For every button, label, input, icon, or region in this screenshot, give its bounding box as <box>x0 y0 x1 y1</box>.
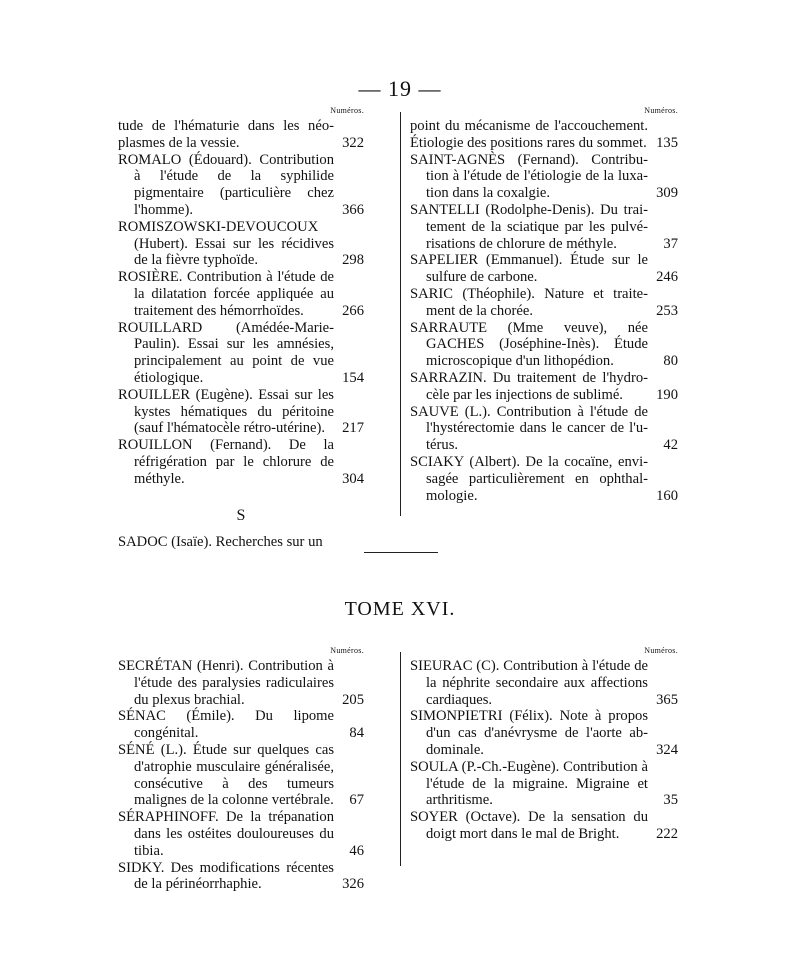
index-entry <box>410 202 678 252</box>
entry-number: 324 <box>656 741 678 758</box>
index-entry <box>118 320 364 387</box>
entry-number: 84 <box>349 725 364 742</box>
entry-text: SARRAUTE (Mme veuve), née GACHES (Joséphine-Inès). Étude microscopique d'un lithopédion. <box>410 319 648 370</box>
column-divider <box>400 652 401 866</box>
numeros-header: Numéros. <box>330 646 364 655</box>
index-entry <box>410 118 678 152</box>
entry-text: SARRAZIN. Du traitement de l'hydrocèle par les injections de sublimé. <box>410 369 648 403</box>
entry-number: 154 <box>342 369 364 386</box>
entry-text: SÉNÉ (L.). Étude sur quelques cas d'atrophie musculaire généralisée, consécutive à des tumeurs malignes de la colonne vertébrale. <box>118 741 334 809</box>
entry-number: 322 <box>342 134 364 151</box>
entry-number: 366 <box>342 201 364 218</box>
section-letter: S <box>236 506 246 524</box>
entry-number: 80 <box>663 353 678 370</box>
entry-text: SADOC (Isaïe). Recherches sur un <box>118 534 323 551</box>
entry-number: 42 <box>663 437 678 454</box>
index-entry <box>118 152 364 219</box>
entry-number: 67 <box>349 792 364 809</box>
entry-text: ROUILLARD (Amédée-Marie-Paulin). Essai sur les amnésies, principalement au point de vue étiologique. <box>118 319 334 386</box>
tome-title: TOME XVI. <box>344 598 456 620</box>
entry-text: SOULA (P.-Ch.-Eugène). Contribution à l'étude de la migraine. Migraine et arthritisme. <box>410 758 648 809</box>
index-entry <box>410 708 678 758</box>
entry-text: ROUILLON (Fernand). De la réfrigération par le chlorure de méthyle. <box>118 437 334 487</box>
entry-text: SIDKY. Des modifications récentes de la périnéorrhaphie. <box>118 859 334 893</box>
entry-text: SÉRAPHINOFF. De la trépanation dans les ostéites douloureuses du tibia. <box>118 809 334 859</box>
index-entry <box>118 534 364 551</box>
entry-number: 309 <box>656 185 678 202</box>
index-entry <box>118 219 364 269</box>
index-entry <box>410 658 678 708</box>
entry-number: 365 <box>656 691 678 708</box>
index-entry <box>410 370 678 404</box>
entry-number: 217 <box>342 420 364 437</box>
index-entry <box>118 437 364 487</box>
entry-number: 298 <box>342 252 364 269</box>
numeros-header: Numéros. <box>644 646 678 655</box>
entry-text: ROMALO (Édouard). Contribution à l'étude de la syphilide pigmentaire (particulière chez l'homme). <box>118 151 334 218</box>
entry-number: 253 <box>656 302 678 319</box>
entry-text: SCIAKY (Albert). De la cocaïne, envisagée particulièrement en ophthalmologie. <box>410 453 648 504</box>
entry-number: 46 <box>349 842 364 859</box>
index-entry <box>118 809 364 859</box>
index-entry <box>118 658 364 708</box>
index-entry <box>410 454 678 504</box>
entry-number: 266 <box>342 302 364 319</box>
entry-number: 246 <box>656 269 678 286</box>
index-entry <box>118 860 364 894</box>
index-entry <box>410 759 678 809</box>
index-entry <box>410 152 678 202</box>
entry-text: SIMONPIETRI (Félix). Note à propos d'un cas d'anévrysme de l'aorte abdominale. <box>410 708 648 758</box>
entry-number: 304 <box>342 470 364 487</box>
entry-text: SANTELLI (Rodolphe-Denis). Du traitement de la sciatique par les pulvérisations de chlorure de méthyle. <box>410 201 648 252</box>
column-divider <box>400 112 401 516</box>
entry-number: 35 <box>663 792 678 809</box>
page-number: — 19 — <box>358 76 442 101</box>
numeros-header: Numéros. <box>330 106 364 115</box>
entry-text: SARIC (Théophile). Nature et traitement de la chorée. <box>410 285 648 319</box>
index-column-right-1 <box>410 106 678 504</box>
entry-number: 37 <box>663 235 678 252</box>
entry-number: 205 <box>342 691 364 708</box>
entry-text: point du mécanisme de l'accouchement. Étiologie des positions rares du sommet. <box>410 118 648 151</box>
index-entry <box>118 708 364 742</box>
entry-text: tude de l'hématurie dans les néoplasmes de la vessie. <box>118 118 334 151</box>
index-entry <box>118 269 364 319</box>
index-column-right-2 <box>410 646 678 843</box>
entry-number: 160 <box>656 487 678 504</box>
entry-text: SÉNAC (Émile). Du lipome congénital. <box>118 708 334 742</box>
entry-text: SIEURAC (C). Contribution à l'étude de la néphrite secondaire aux affections cardiaques. <box>410 658 648 708</box>
entry-text: SOYER (Octave). De la sensation du doigt mort dans le mal de Bright. <box>410 809 648 842</box>
entry-text: ROMISZOWSKI-DEVOUCOUX (Hubert). Essai sur les récidives de la fièvre typhoïde. <box>118 218 334 269</box>
numeros-header: Numéros. <box>644 106 678 115</box>
entry-text: ROUILLER (Eugène). Essai sur les kystes hématiques du péritoine (sauf l'hématocèle rétro-utérine). <box>118 386 334 437</box>
entry-text: SAPELIER (Emmanuel). Étude sur le sulfure de carbone. <box>410 252 648 286</box>
index-entry <box>410 320 678 370</box>
entry-number: 222 <box>656 825 678 842</box>
index-entry <box>410 252 678 286</box>
index-entry <box>410 809 678 843</box>
index-entry <box>118 742 364 809</box>
entry-number: 190 <box>656 386 678 403</box>
entry-text: ROSIÈRE. Contribution à l'étude de la dilatation forcée appliquée au traitement des hémorrhoïdes. <box>118 269 334 319</box>
index-entry <box>410 286 678 320</box>
index-column-left-1 <box>118 106 364 551</box>
entry-number: 326 <box>342 876 364 893</box>
index-entry <box>410 404 678 454</box>
section-divider <box>364 552 438 553</box>
entry-text: SECRÉTAN (Henri). Contribution à l'étude des paralysies radiculaires du plexus brachial. <box>118 658 334 708</box>
index-entry <box>118 387 364 437</box>
index-entry <box>118 118 364 152</box>
entry-number: 135 <box>656 134 678 151</box>
index-column-left-2 <box>118 646 364 893</box>
entry-text: SAUVE (L.). Contribution à l'étude de l'hystérectomie dans le cancer de l'utérus. <box>410 403 648 454</box>
entry-text: SAINT-AGNÈS (Fernand). Contribution à l'étude de l'étiologie de la luxation dans la coxalgie. <box>410 151 648 202</box>
